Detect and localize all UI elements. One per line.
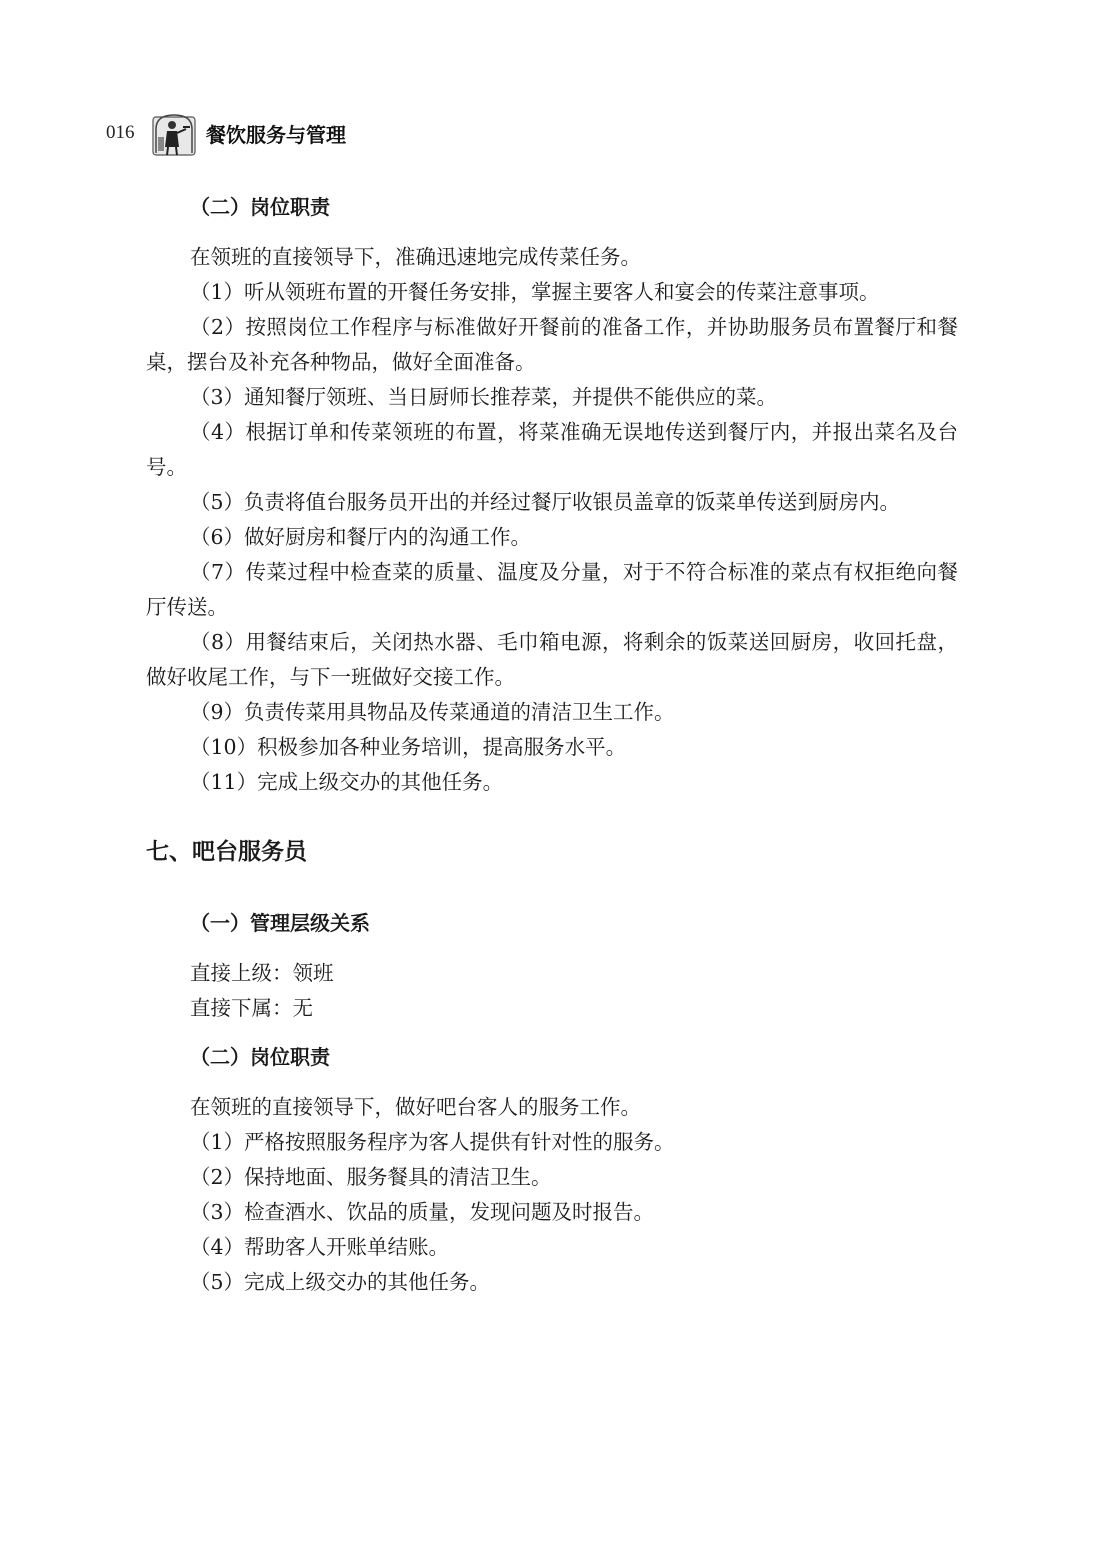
direct-subordinate: 直接下属：无 xyxy=(190,996,313,1020)
list-item: （5）负责将值台服务员开出的并经过餐厅收银员盖章的饭菜单传送到厨房内。 xyxy=(190,490,901,514)
list-item: （4）根据订单和传菜领班的布置，将菜准确无误地传送到餐厅内，并报出菜名及台号。 xyxy=(146,420,958,479)
list-item: （2）保持地面、服务餐具的清洁卫生。 xyxy=(190,1165,552,1189)
list-item: （3）通知餐厅领班、当日厨师长推荐菜，并提供不能供应的菜。 xyxy=(190,385,778,409)
paragraph: 在领班的直接领导下，准确迅速地完成传菜任务。 xyxy=(190,245,641,269)
page-content xyxy=(146,188,958,1300)
subheading-duties: （二）岗位职责 xyxy=(190,1045,330,1069)
direct-superior: 直接上级：领班 xyxy=(190,961,334,985)
list-item: （9）负责传菜用具物品及传菜通道的清洁卫生工作。 xyxy=(190,700,675,724)
page-number: 016 xyxy=(106,122,135,143)
book-title: 餐饮服务与管理 xyxy=(206,122,346,147)
subheading-duties: （二）岗位职责 xyxy=(190,195,330,219)
list-item: （7）传菜过程中检查菜的质量、温度及分量，对于不符合标准的菜点有权拒绝向餐厅传送。 xyxy=(146,560,958,619)
list-item: （1）听从领班布置的开餐任务安排，掌握主要客人和宴会的传菜注意事项。 xyxy=(190,280,880,304)
list-item: （2）按照岗位工作程序与标准做好开餐前的准备工作，并协助服务员布置餐厅和餐桌，摆台及补充各种物品，做好全面准备。 xyxy=(146,315,958,374)
page-header xyxy=(106,108,346,158)
subheading-hierarchy: （一）管理层级关系 xyxy=(190,911,370,935)
waiter-figure-icon xyxy=(150,109,198,157)
list-item: （3）检查酒水、饮品的质量，发现问题及时报告。 xyxy=(190,1200,655,1224)
list-item: （5）完成上级交办的其他任务。 xyxy=(190,1270,491,1294)
list-item: （8）用餐结束后，关闭热水器、毛巾箱电源，将剩余的饭菜送回厨房，收回托盘，做好收尾工作，与下一班做好交接工作。 xyxy=(146,630,958,689)
paragraph: 在领班的直接领导下，做好吧台客人的服务工作。 xyxy=(190,1095,641,1119)
list-item: （6）做好厨房和餐厅内的沟通工作。 xyxy=(190,525,532,549)
list-item: （10）积极参加各种业务培训，提高服务水平。 xyxy=(190,735,627,759)
section-heading-bar-waiter: 七、吧台服务员 xyxy=(146,839,307,865)
list-item: （11）完成上级交办的其他任务。 xyxy=(190,770,504,794)
list-item: （1）严格按照服务程序为客人提供有针对性的服务。 xyxy=(190,1130,675,1154)
list-item: （4）帮助客人开账单结账。 xyxy=(190,1235,450,1259)
